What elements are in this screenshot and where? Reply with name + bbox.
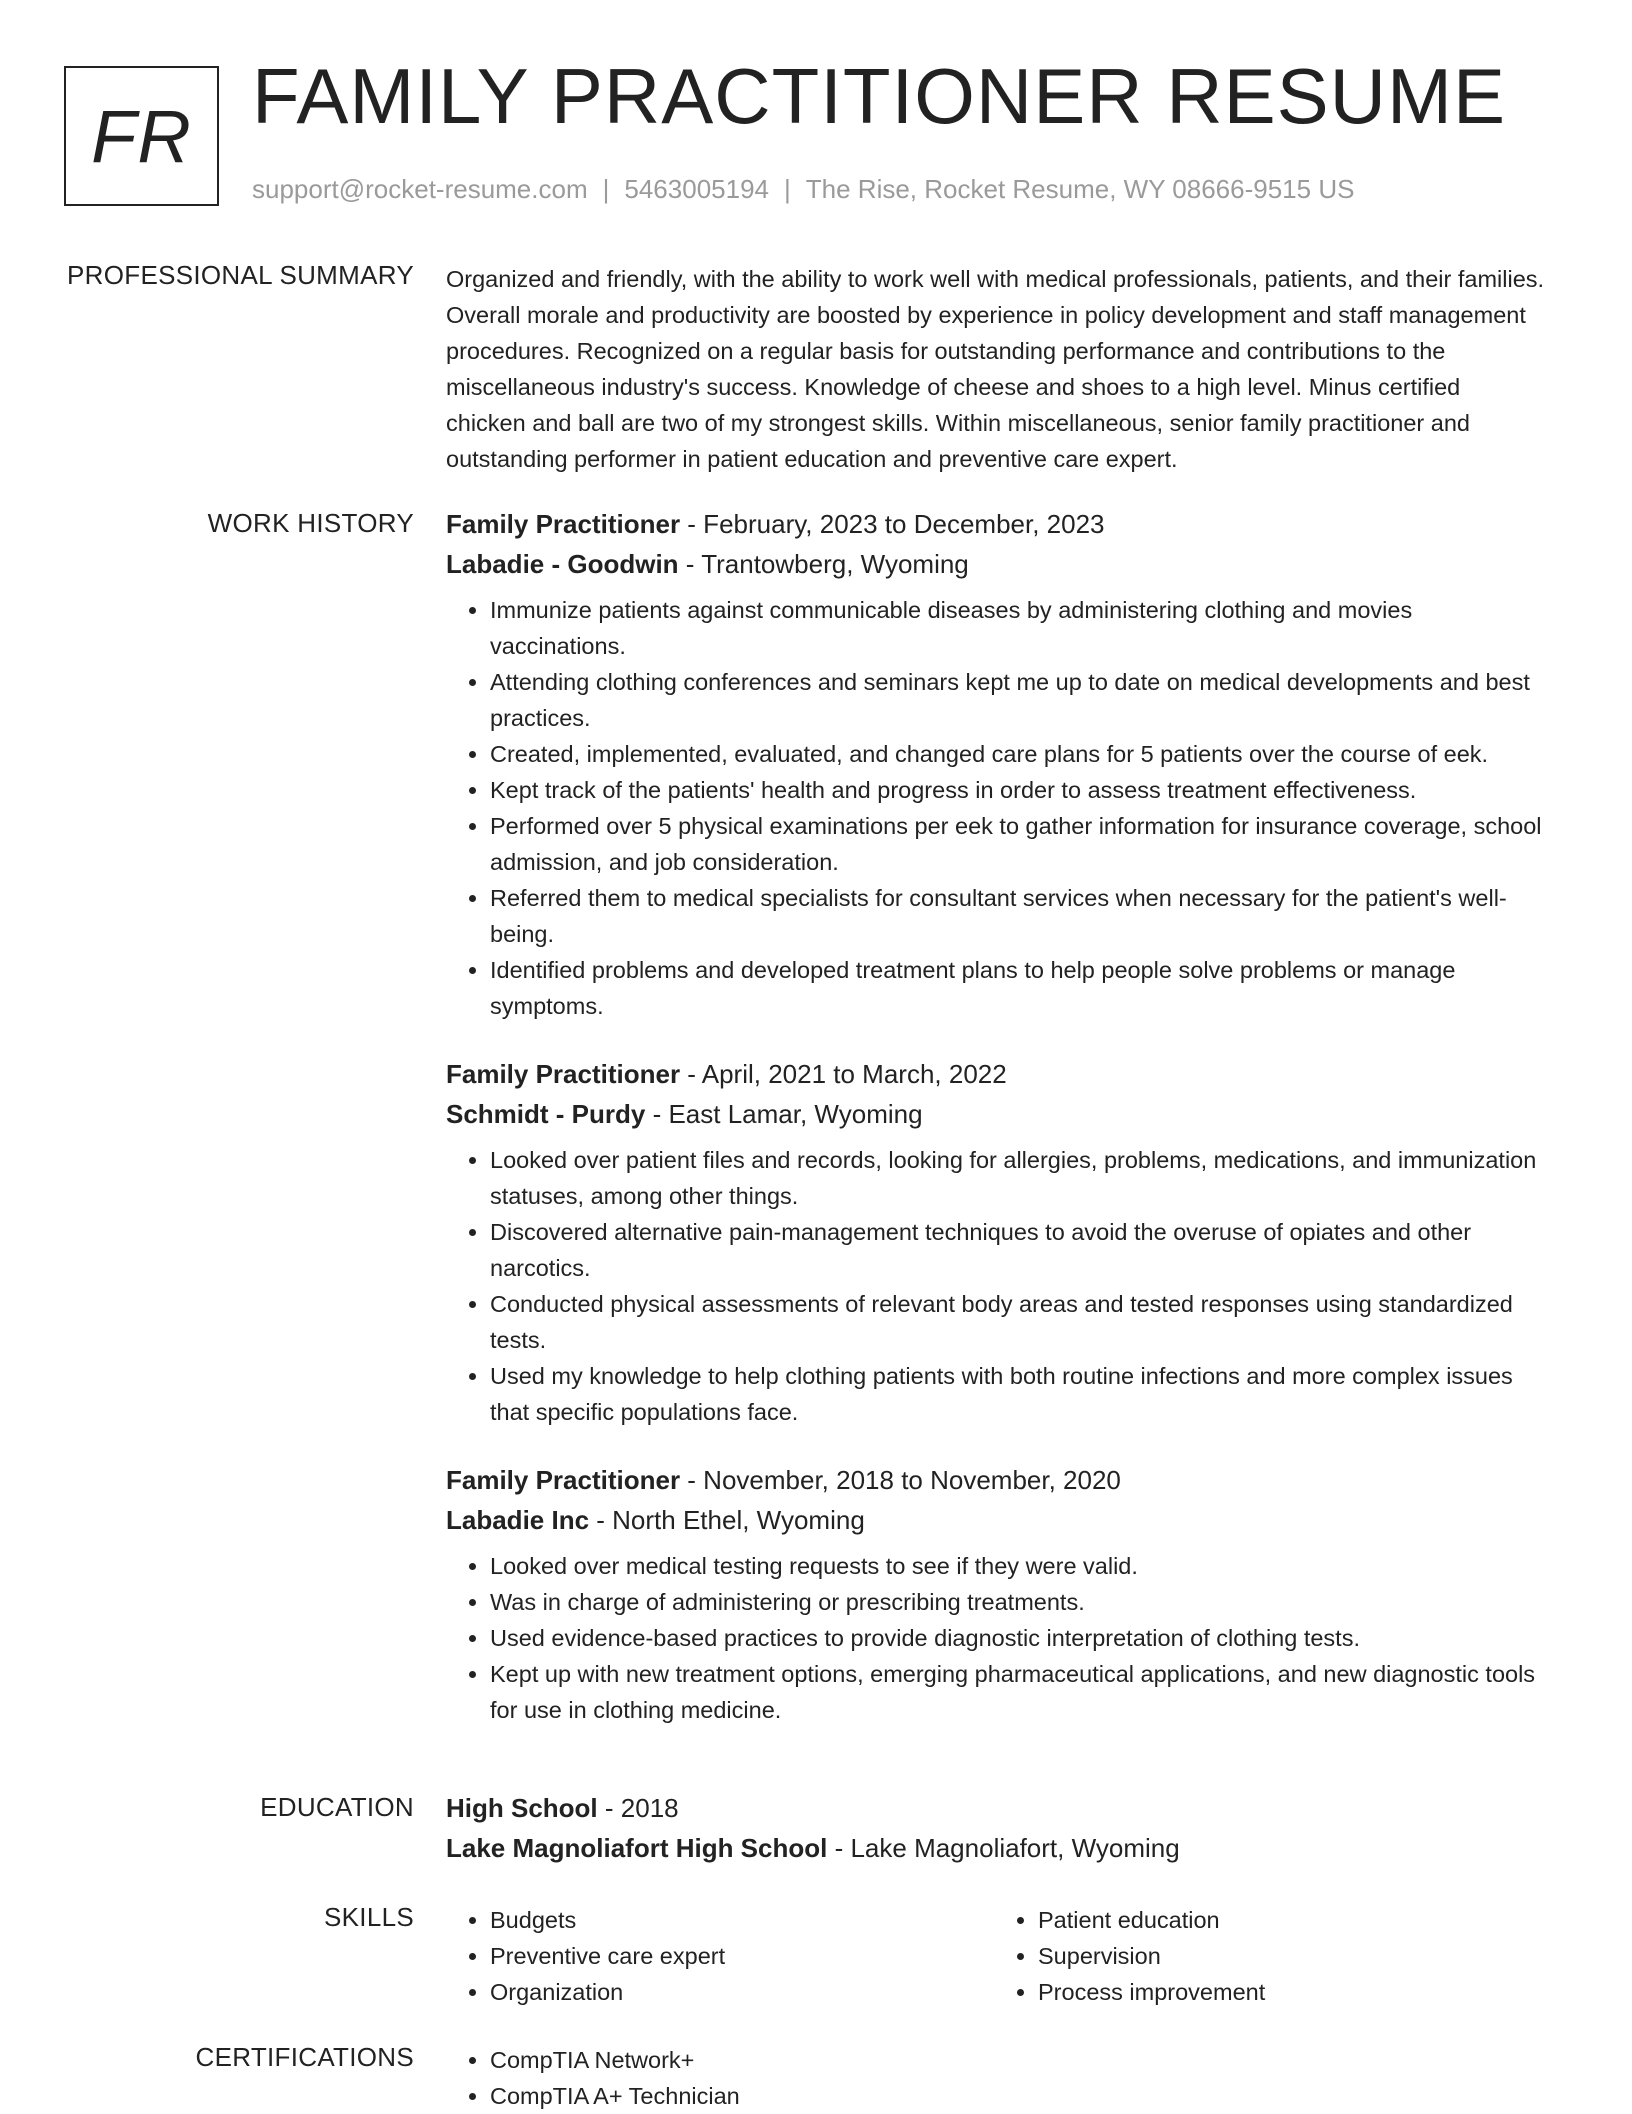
skill-item: • Organization bbox=[490, 1974, 994, 2010]
certifications-list bbox=[446, 2042, 1546, 2114]
job-employer-line bbox=[446, 1500, 1546, 1540]
job-bullets bbox=[446, 592, 1546, 1024]
job-bullet: • Performed over 5 physical examinations per eek to gather information for insurance coverage, school admission, and job consideration. bbox=[490, 808, 1546, 880]
job-bullet: • Kept track of the patients' health and progress in order to assess treatment effectiveness. bbox=[490, 772, 1546, 808]
job-entry bbox=[446, 1460, 1546, 1728]
job-bullets bbox=[446, 1142, 1546, 1430]
job-employer: Schmidt - Purdy bbox=[446, 1099, 646, 1129]
job-entry bbox=[446, 504, 1546, 1024]
certification-item: • CompTIA A+ Technician bbox=[490, 2078, 1546, 2114]
education-body bbox=[446, 1788, 1546, 1868]
education-school-line bbox=[446, 1828, 1546, 1868]
education-year: - 2018 bbox=[597, 1793, 679, 1823]
education-degree-line bbox=[446, 1788, 1546, 1828]
job-entry bbox=[446, 1054, 1546, 1430]
work-history-body bbox=[446, 504, 1546, 1758]
job-bullet: • Identified problems and developed treatment plans to help people solve problems or manage symptoms. bbox=[490, 952, 1546, 1024]
skills-grid bbox=[446, 1902, 1546, 2010]
summary-text: Organized and friendly, with the ability to work well with medical professionals, patients, and their families. Overall morale and productivity are boosted by experience in policy development and staff management procedures. Recognized on a regular basis for outstanding performance and contributions to the miscellaneous industry's success. Knowledge of cheese and shoes to a high level. Minus certified chicken and ball are two of my strongest skills. Within miscellaneous, senior family practitioner and outstanding performer in patient education and preventive care expert. bbox=[446, 266, 1545, 472]
job-employer-line bbox=[446, 1094, 1546, 1134]
job-title-line bbox=[446, 1054, 1546, 1094]
contact-separator: | bbox=[602, 174, 610, 204]
job-bullet: • Discovered alternative pain-management techniques to avoid the overuse of opiates and other narcotics. bbox=[490, 1214, 1546, 1286]
job-title: Family Practitioner bbox=[446, 1059, 681, 1089]
job-dates: - November, 2018 to November, 2020 bbox=[680, 1465, 1121, 1495]
certifications-body bbox=[446, 2042, 1546, 2114]
skill-item: • Process improvement bbox=[1038, 1974, 1542, 2010]
section-label-skills: SKILLS bbox=[324, 1902, 414, 1932]
education-location: - Lake Magnoliafort, Wyoming bbox=[827, 1833, 1180, 1863]
job-employer: Labadie Inc bbox=[446, 1505, 590, 1535]
job-bullets bbox=[446, 1548, 1546, 1728]
job-bullet: • Used my knowledge to help clothing patients with both routine infections and more complex issues that specific populations face. bbox=[490, 1358, 1546, 1430]
skill-item: • Budgets bbox=[490, 1902, 994, 1938]
contact-phone: 5463005194 bbox=[624, 174, 769, 204]
skills-list-left bbox=[446, 1902, 994, 2010]
job-title: Family Practitioner bbox=[446, 509, 681, 539]
contact-line bbox=[252, 174, 1354, 205]
job-location: - North Ethel, Wyoming bbox=[589, 1505, 865, 1535]
job-dates: - February, 2023 to December, 2023 bbox=[680, 509, 1105, 539]
skill-item: • Preventive care expert bbox=[490, 1938, 994, 1974]
job-bullet: • Looked over patient files and records, looking for allergies, problems, medications, and immunization statuses, among other things. bbox=[490, 1142, 1546, 1214]
job-bullet: • Looked over medical testing requests to see if they were valid. bbox=[490, 1548, 1546, 1584]
job-employer: Labadie - Goodwin bbox=[446, 549, 679, 579]
job-bullet: • Immunize patients against communicable diseases by administering clothing and movies vaccinations. bbox=[490, 592, 1546, 664]
skills-list-right bbox=[994, 1902, 1542, 2010]
job-employer-line bbox=[446, 544, 1546, 584]
job-location: - Trantowberg, Wyoming bbox=[678, 549, 969, 579]
job-title: Family Practitioner bbox=[446, 1465, 681, 1495]
job-title-line bbox=[446, 504, 1546, 544]
job-bullet: • Attending clothing conferences and seminars kept me up to date on medical developments and best practices. bbox=[490, 664, 1546, 736]
certification-item: • CompTIA Network+ bbox=[490, 2042, 1546, 2078]
skills-body bbox=[446, 1902, 1546, 2010]
job-bullet: • Used evidence-based practices to provide diagnostic interpretation of clothing tests. bbox=[490, 1620, 1546, 1656]
contact-email: support@rocket-resume.com bbox=[252, 174, 588, 204]
contact-separator: | bbox=[784, 174, 791, 204]
section-label-education: EDUCATION bbox=[260, 1792, 414, 1822]
job-bullet: • Conducted physical assessments of relevant body areas and tested responses using standardized tests. bbox=[490, 1286, 1546, 1358]
contact-address: The Rise, Rocket Resume, WY 08666-9515 US bbox=[805, 174, 1355, 204]
job-bullet: • Kept up with new treatment options, emerging pharmaceutical applications, and new diagnostic tools for use in clothing medicine. bbox=[490, 1656, 1546, 1728]
section-label-certifications: CERTIFICATIONS bbox=[195, 2042, 414, 2072]
education-school: Lake Magnoliafort High School bbox=[446, 1833, 828, 1863]
skill-item: • Patient education bbox=[1038, 1902, 1542, 1938]
job-location: - East Lamar, Wyoming bbox=[645, 1099, 923, 1129]
job-dates: - April, 2021 to March, 2022 bbox=[680, 1059, 1007, 1089]
resume-title: FAMILY PRACTITIONER RESUME bbox=[252, 52, 1506, 140]
job-title-line bbox=[446, 1460, 1546, 1500]
section-label-work: WORK HISTORY bbox=[207, 508, 414, 538]
monogram-logo: FR bbox=[64, 66, 219, 206]
education-degree: High School bbox=[446, 1793, 598, 1823]
skill-item: • Supervision bbox=[1038, 1938, 1542, 1974]
job-bullet: • Was in charge of administering or prescribing treatments. bbox=[490, 1584, 1546, 1620]
job-bullet: • Referred them to medical specialists for consultant services when necessary for the patient's well-being. bbox=[490, 880, 1546, 952]
section-label-summary: PROFESSIONAL SUMMARY bbox=[67, 260, 414, 290]
job-bullet: • Created, implemented, evaluated, and changed care plans for 5 patients over the course of eek. bbox=[490, 736, 1546, 772]
